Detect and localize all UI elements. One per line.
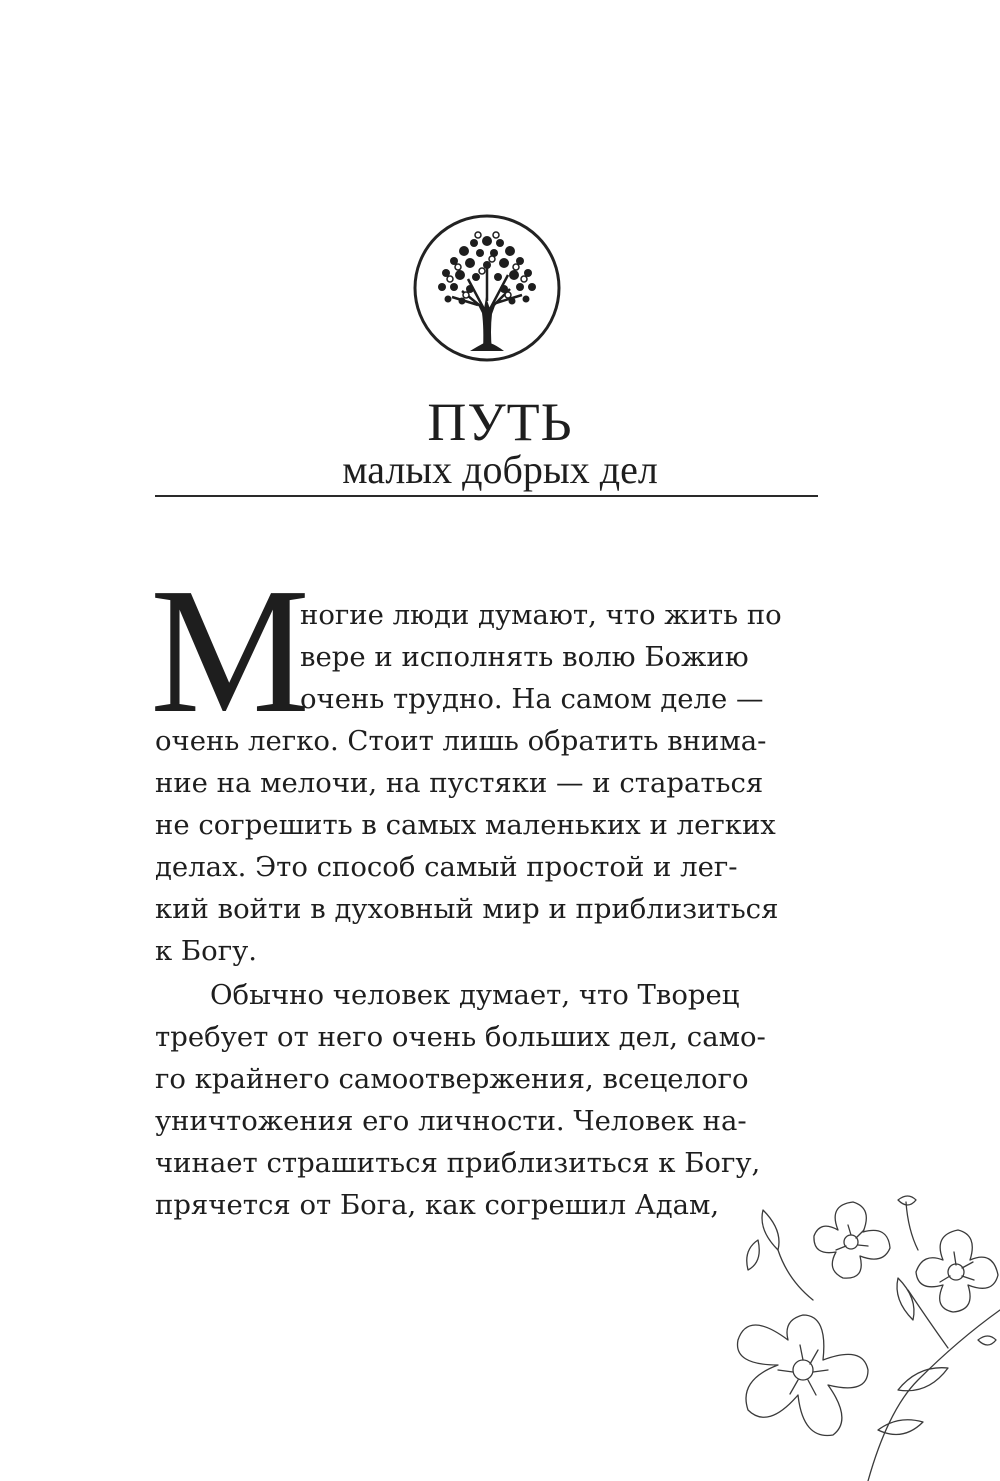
body-line-15: прячется от Бога, как согрешил Адам, [155, 1189, 720, 1221]
body-line-6: не согрешить в самых маленьких и легких [155, 809, 776, 841]
title-divider [155, 495, 818, 497]
body-line-1: ногие люди думают, что жить по [300, 599, 782, 631]
body-line-2: вере и исполнять волю Божию [300, 641, 749, 673]
body-line-3: очень трудно. На самом деле — [300, 683, 764, 715]
body-line-7: делах. Это способ самый простой и лег- [155, 851, 738, 883]
body-line-10: Обычно человек думает, что Творец [210, 979, 740, 1011]
chapter-title: ПУТЬ [427, 392, 573, 452]
body-line-11: требует от него очень больших дел, само- [155, 1021, 766, 1053]
tree-emblem-icon [412, 213, 562, 363]
body-line-13: уничтожения его личности. Человек на- [155, 1105, 747, 1137]
drop-cap: М [150, 551, 311, 750]
flower-branch-illustration-icon [718, 1190, 1000, 1481]
body-line-12: го крайнего самоотвержения, всецелого [155, 1063, 749, 1095]
body-line-4: очень легко. Стоит лишь обратить внима- [155, 725, 767, 757]
body-line-5: ние на мелочи, на пустяки — и стараться [155, 767, 764, 799]
body-line-14: чинает страшиться приблизиться к Богу, [155, 1147, 761, 1179]
body-line-9: к Богу. [155, 935, 258, 967]
body-line-8: кий войти в духовный мир и приблизиться [155, 893, 779, 925]
chapter-subtitle: малых добрых дел [342, 447, 658, 492]
